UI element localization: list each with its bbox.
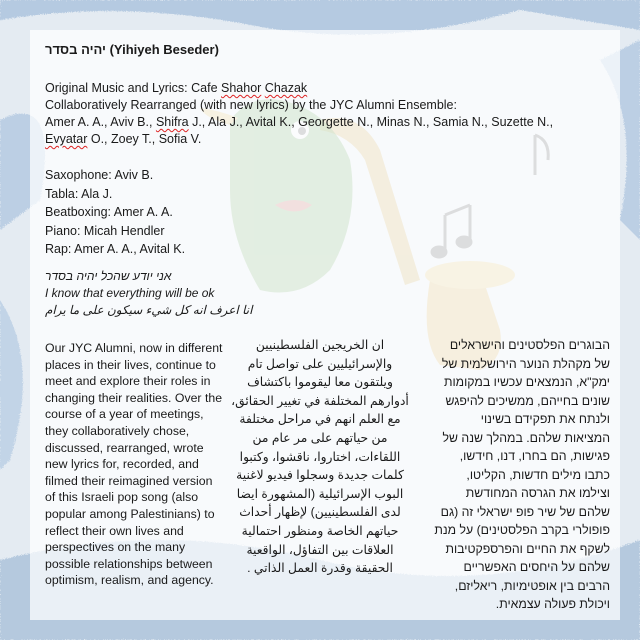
members-line-1-post: J., Ala J., Avital K., Georgette N., Minas N., Samia N., Suzette N., <box>188 115 554 129</box>
role-piano: Piano: Micah Hendler <box>45 223 165 238</box>
description-he-line: של מקהלת הנוער הירושלמית של <box>441 356 610 371</box>
members-line-2-name: Evyatar <box>45 132 88 146</box>
original-credit-prefix: Original Music and Lyrics: Cafe <box>45 81 221 95</box>
description-en-line: Our JYC Alumni, now in different <box>45 341 223 355</box>
description-en-line: discussed, rearranged, wrote <box>45 440 204 455</box>
description-he-line: שלהם של שיר פופ ישראלי זה (גם <box>440 504 610 519</box>
description-en-line: reflect their own lives and <box>45 523 184 538</box>
description-he-line: ימק"א, הנמצאים עכשיו במקומות <box>443 375 610 389</box>
lyric-arabic: انا اعرف انه كل شيء سيكون على ما يرام <box>45 303 253 317</box>
role-beatboxing: Beatboxing: Amer A. A. <box>45 205 173 219</box>
description-he-line: הרבים בין אופטימיות, ריאליזם, <box>454 578 610 593</box>
description-en-line: changing their realities. Over the <box>45 390 223 405</box>
description-ar-line: البوب الإسرائيلية (المشهورة ايضا <box>236 486 404 501</box>
description-ar-line: الحقيقة وقدرة العمل الذاتي . <box>247 561 393 576</box>
description-he-line: הבוגרים הפלסטינים והישראלים <box>449 338 610 352</box>
description-he-line: לשקף את החיים והפרספקטיבות <box>445 541 610 556</box>
description-ar-line: العلاقات بين التفاؤل، الواقعية <box>246 542 394 557</box>
members-line-2-post: O., Zoey T., Sofia V. <box>87 132 202 146</box>
description-en-line: possible relationships between <box>45 556 213 571</box>
description-en-line: places in their lives, continue to <box>45 357 216 372</box>
description-he-line: וצילמו את הגרסה המחודשת <box>465 486 610 500</box>
description-he-line: פופולרי בקרב הפלסטינים) על מנת <box>434 523 610 537</box>
description-he-line: כתבו מילים חדשות, הקליטו, <box>466 467 610 482</box>
description-ar-line: حياتهم الخاصة ومنظور احتمالية <box>241 523 399 538</box>
description-ar-line: مع العلم انهم في مراحل مختلفة <box>239 412 401 427</box>
description-en-line: they collaboratively chose, <box>45 423 190 438</box>
description-ar-line: أدوارهم المختلفة في تغيير الحقائق، <box>231 393 409 408</box>
original-credit-name1: Shahor <box>221 81 262 95</box>
role-rap: Rap: Amer A. A., Avital K. <box>45 242 186 256</box>
description-ar-line: من حياتهم على مر عام من <box>252 430 388 445</box>
description-he-line: שלהם על היחסים האפשריים <box>463 560 610 574</box>
description-en-line: filmed their reimagined version <box>45 473 213 488</box>
description-he-line: שונים בחייהם, ממשיכים להיפגש <box>445 393 610 408</box>
credits-block <box>45 80 605 148</box>
members-line-1 <box>45 114 605 131</box>
description-he-line: פגישות, הם בחרו, דנו, חידשו, <box>459 449 610 463</box>
description-english <box>45 340 243 589</box>
description-hebrew <box>418 336 610 614</box>
description-en-line: new lyrics for, recorded, and <box>45 457 199 472</box>
original-credit <box>45 80 605 97</box>
role-saxophone: Saxophone: Aviv B. <box>45 168 154 182</box>
description-ar-line: اللقاءات، اختاروا، ناقشوا، وكتبوا <box>239 449 401 464</box>
description-arabic <box>225 336 415 578</box>
description-en-line: meet and explore their roles in <box>45 374 211 389</box>
rearranged-credit: Collaboratively Rearranged (with new lyrics) by the JYC Alumni Ensemble: <box>45 98 457 112</box>
original-credit-name2: Chazak <box>264 81 308 95</box>
description-en-line: of this Israeli pop song (also <box>45 490 199 505</box>
description-ar-line: والإسرائيليين على تواصل تام <box>247 356 393 371</box>
role-tabla: Tabla: Ala J. <box>45 186 113 201</box>
description-en-line: optimism, realism, and agency. <box>45 573 214 588</box>
lyrics-block <box>45 268 252 319</box>
description-he-line: המציאות שלהם. במהלך שנה של <box>442 430 610 445</box>
members-line-2 <box>45 131 605 148</box>
description-ar-line: كلمات جديدة وسجلوا فيديو لاغنية <box>236 468 404 483</box>
description-ar-line: لدى الفلسطينيين) لإظهار أحداث <box>239 505 401 520</box>
roles-list <box>45 166 185 259</box>
description-en-line: perspectives on the many <box>45 540 186 555</box>
description-en-line: course of a year of meetings, <box>45 407 204 422</box>
lyric-hebrew: אני יודע שהכל יהיה בסדר <box>45 269 172 283</box>
description-he-line: ויכולת פעולה עצמאית. <box>495 597 610 611</box>
description-ar-line: ويلتقون معا ليقوموا باكتشاف <box>247 375 393 390</box>
lyric-english: I know that everything will be ok <box>45 286 215 300</box>
description-ar-line: ان الخريجين الفلسطينيين <box>255 338 385 352</box>
song-title: יהיה בסדר (Yihiyeh Beseder) <box>45 42 219 57</box>
members-line-1-name: Shifra <box>155 115 189 129</box>
members-line-1-pre: Amer A. A., Aviv B., <box>45 115 156 129</box>
description-en-line: popular among Palestinians) to <box>45 506 215 521</box>
description-he-line: ולנתח את תפקידם בשינוי <box>480 412 610 426</box>
